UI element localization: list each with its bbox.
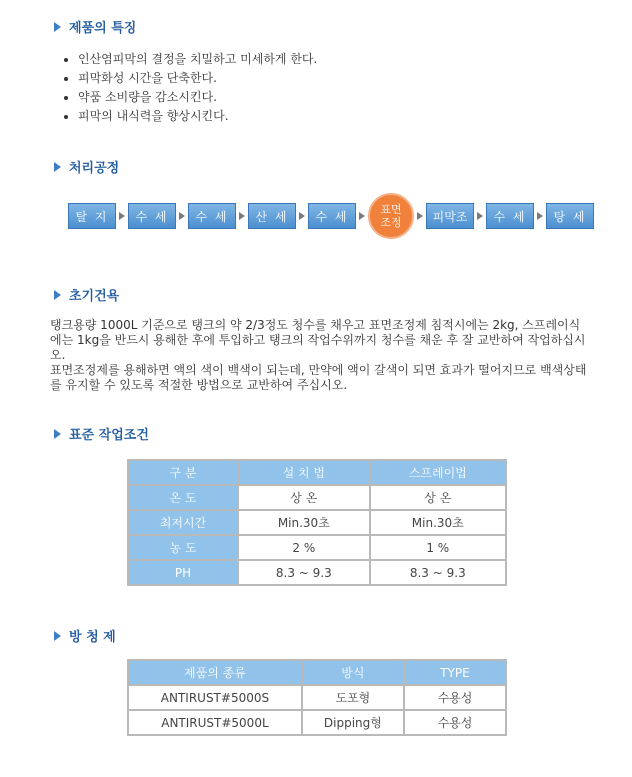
row-header: 농 도 [128,535,238,560]
process-step: 수 세 [486,203,534,229]
table-row [128,535,506,560]
conditions-table [127,459,507,586]
table-cell: 수용성 [404,685,506,710]
table-row [128,485,506,510]
table-header: 제품의 종류 [128,660,302,685]
process-flow [68,193,594,239]
table-header-row [128,460,506,485]
table-row [128,710,506,735]
table-cell: 2 % [238,535,370,560]
process-step: 피막조 [426,203,474,229]
table-header: TYPE [404,660,506,685]
table-cell: Min.30초 [238,510,370,535]
row-header: 최저시간 [128,510,238,535]
table-cell: 도포형 [302,685,404,710]
section-title-initial [54,285,119,304]
section-title-process [54,157,119,176]
arrow-right-icon [179,212,185,220]
table-header: 구 분 [128,460,238,485]
process-title-text: 처리공정 [69,161,120,176]
process-step-highlight [368,193,414,239]
table-header: 스프레이법 [370,460,506,485]
arrow-right-icon [299,212,305,220]
table-cell: 8.3 ~ 9.3 [370,560,506,585]
table-header: 방식 [302,660,404,685]
process-step: 탕 세 [546,203,594,229]
paragraph: 표면조정제를 용해하면 액의 색이 백색이 되는데, 만약에 액이 갈색이 되면 효과가 떨어지므로 백색상태를 유지할 수 있도록 적절한 방법으로 교반하여 주십시오. [50,363,587,392]
arrow-right-icon [239,212,245,220]
process-step: 탈 지 [68,203,116,229]
triangle-bullet-icon [54,290,61,300]
arrow-right-icon [477,212,483,220]
table-cell: Min.30초 [370,510,506,535]
table-header-row [128,660,506,685]
table-row [128,560,506,585]
process-step: 수 세 [128,203,176,229]
table-cell: Dipping형 [302,710,404,735]
table-cell: ANTIRUST#5000L [128,710,302,735]
table-header: 설 치 법 [238,460,370,485]
triangle-bullet-icon [54,429,61,439]
process-step: 수 세 [308,203,356,229]
list-item: • 약품 소비량을 감소시킨다. [78,88,317,107]
rust-title-text: 방 청 제 [69,630,116,645]
table-cell: 상 온 [370,485,506,510]
circle-line1: 표면 [380,203,402,216]
table-row [128,510,506,535]
arrow-right-icon [417,212,423,220]
list-item: • 피막의 내식력을 향상시킨다. [78,107,317,126]
list-item: • 피막화성 시간을 단축한다. [78,69,317,88]
rust-table [127,659,507,736]
features-title-text: 제품의 특징 [69,21,137,36]
process-step: 산 세 [248,203,296,229]
circle-line2: 조정 [380,216,402,229]
process-step: 수 세 [188,203,236,229]
arrow-right-icon [359,212,365,220]
triangle-bullet-icon [54,631,61,641]
table-cell: ANTIRUST#5000S [128,685,302,710]
paragraph: 탱크용량 1000L 기준으로 탱크의 약 2/3정도 청수를 채우고 표면조정제 침적시에는 2kg, 스프레이식에는 1kg을 반드시 용해한 후에 투입하고 탱크의 작업수위까지 청수를 채운 후 잘 교반하여 작업하십시오. [50,318,586,362]
section-title-features [54,17,136,36]
initial-title-text: 초기건욕 [69,289,120,304]
section-title-conditions [54,424,149,443]
table-row [128,685,506,710]
table-cell: 1 % [370,535,506,560]
arrow-right-icon [119,212,125,220]
triangle-bullet-icon [54,162,61,172]
table-cell: 수용성 [404,710,506,735]
arrow-right-icon [537,212,543,220]
table-cell: 상 온 [238,485,370,510]
triangle-bullet-icon [54,22,61,32]
conditions-title-text: 표준 작업조건 [69,428,149,443]
row-header: PH [128,560,238,585]
row-header: 온 도 [128,485,238,510]
initial-text [50,318,590,393]
list-item: • 인산염피막의 결정을 치밀하고 미세하게 한다. [78,50,317,69]
section-title-rust [54,626,116,645]
table-cell: 8.3 ~ 9.3 [238,560,370,585]
features-list [62,50,317,126]
